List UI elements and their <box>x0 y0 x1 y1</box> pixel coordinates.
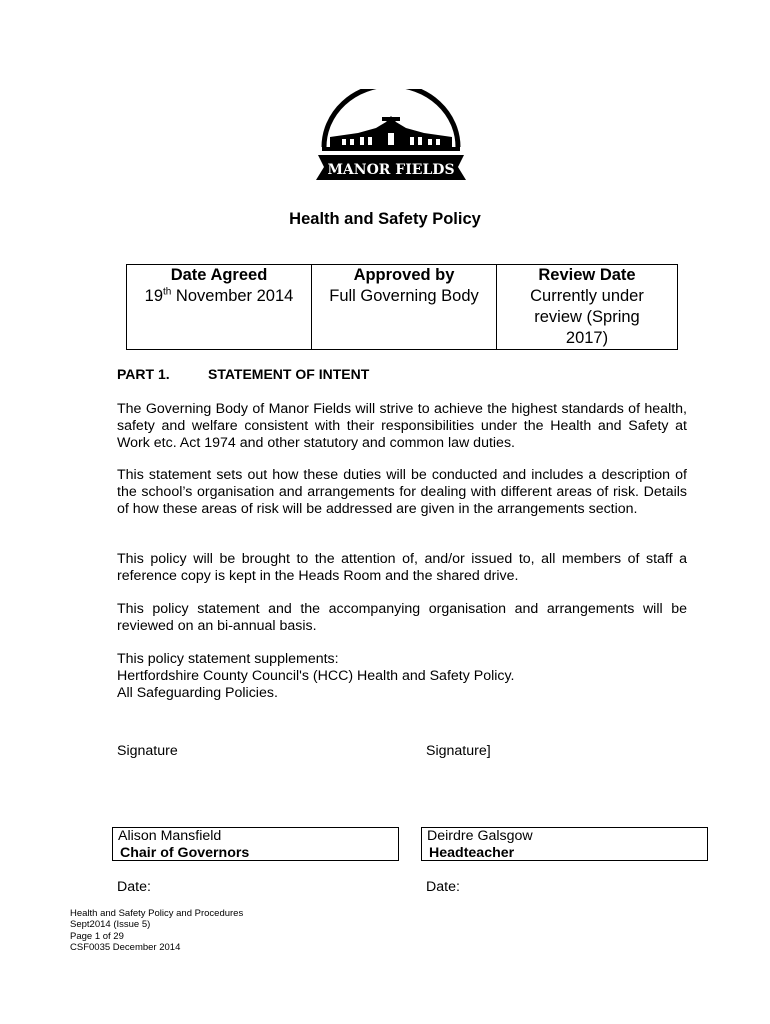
signatory-box-headteacher <box>421 827 708 861</box>
signatory-role: Headteacher <box>429 845 515 861</box>
part-number: PART 1. <box>117 366 170 382</box>
paragraph-organisation: This statement sets out how these duties will be conducted and includes a description of the school’s organisation and arrangements for dealing with different areas of risk. Details of how these areas of risk will be addressed are given in the arrangements section. <box>117 467 687 517</box>
date-agreed-cell <box>127 265 312 350</box>
document-footer <box>70 908 243 953</box>
footer-line: CSF0035 December 2014 <box>70 941 181 953</box>
signatory-role: Chair of Governors <box>120 845 250 861</box>
review-date-header: Review Date <box>538 266 636 284</box>
supplements-hcc: Hertfordshire County Council's (HCC) Health and Safety Policy. <box>117 668 515 684</box>
signature-label-left: Signature <box>117 743 178 759</box>
footer-line: Sept2014 (Issue 5) <box>70 919 151 931</box>
supplements-intro: This policy statement supplements: <box>117 651 339 667</box>
logo-text: MANOR FIELDS <box>327 162 455 178</box>
paragraph-review: This policy statement and the accompanying organisation and arrangements will be reviewed on an bi-annual basis. <box>117 601 687 634</box>
date-label-left: Date: <box>117 879 151 895</box>
paragraph-supplements <box>117 651 687 702</box>
manor-fields-logo <box>308 89 474 187</box>
paragraph-distribution: This policy will be brought to the attention of, and/or issued to, all members of staff a reference copy is kept in the Heads Room and the shared drive. <box>117 551 687 584</box>
footer-page-number: Page 1 of 29 <box>70 930 124 942</box>
part-heading <box>117 366 370 382</box>
page-title: Health and Safety Policy <box>289 210 481 228</box>
paragraph-intent: The Governing Body of Manor Fields will strive to achieve the highest standards of health, safety and welfare consistent with their responsibilities under the Health and Safety at Work etc. Act 1974 and other statutory and common law duties. <box>117 401 687 451</box>
date-agreed-header: Date Agreed <box>170 266 268 284</box>
supplements-safeguarding: All Safeguarding Policies. <box>117 685 278 701</box>
approved-by-value: Full Governing Body <box>329 287 479 305</box>
approved-by-header: Approved by <box>353 266 455 284</box>
date-agreed-value: 19th November 2014 <box>144 286 294 305</box>
review-date-value: Currently under review (Spring 2017) <box>530 287 644 347</box>
section-heading: STATEMENT OF INTENT <box>208 366 370 382</box>
signature-label-right: Signature] <box>426 743 491 759</box>
policy-info-table <box>126 264 678 350</box>
approved-by-cell <box>312 265 497 350</box>
signatory-name: Alison Mansfield <box>118 828 222 844</box>
review-date-cell <box>497 265 678 350</box>
footer-line: Health and Safety Policy and Procedures <box>70 908 244 919</box>
signatory-name: Deirdre Galsgow <box>427 828 533 844</box>
signatory-box-chair <box>112 827 399 861</box>
date-label-right: Date: <box>426 879 460 895</box>
